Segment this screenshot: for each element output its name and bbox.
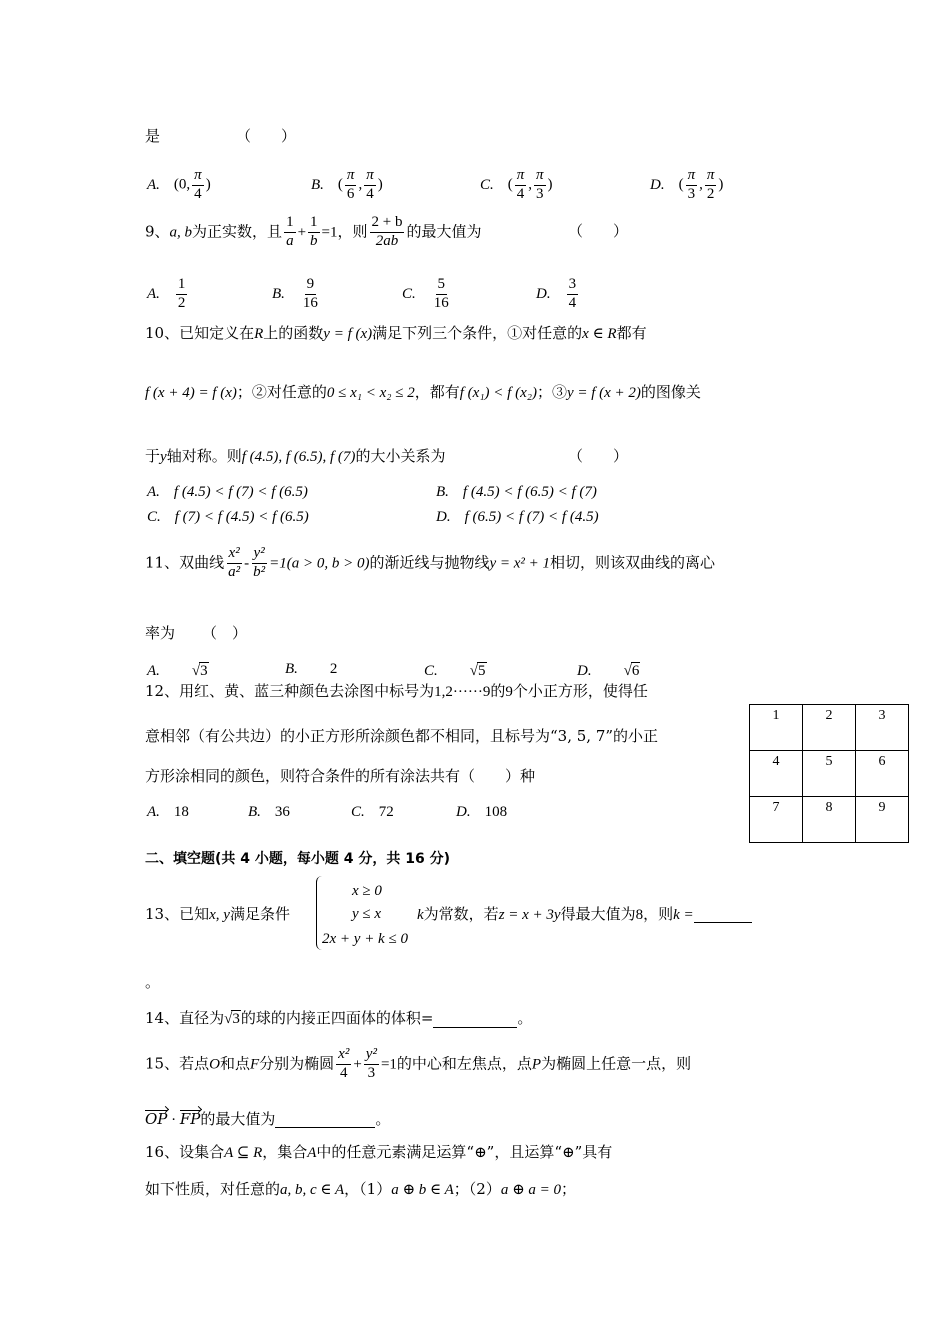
q10-option-c: C. f (7) < f (4.5) < f (6.5) bbox=[147, 509, 309, 525]
q9-stem: 9、a, b为正实数，且 $\frac{1}{a}$ + $\frac{1}{b}$ =1，则 $\frac{2 + b}{2ab}$ 的最大值为 bbox=[145, 214, 482, 249]
q12-option-b: B. 36 bbox=[248, 804, 290, 820]
q10-option-a: A. f (4.5) < f (7) < f (6.5) bbox=[147, 484, 308, 500]
q14-answer-blank[interactable] bbox=[433, 1027, 517, 1028]
q8-answer-paren: （ ） bbox=[236, 127, 297, 145]
q12-stem-line2: 意相邻（有公共边）的小正方形所涂颜色都不相同，且标号为“3, 5, 7”的小正 bbox=[145, 727, 659, 745]
q13-condition-3: 2x + y + k ≤ 0 bbox=[322, 931, 408, 947]
grid-cell: 8 bbox=[803, 797, 856, 843]
grid-cell: 7 bbox=[750, 797, 803, 843]
q8-option-b: B. ( $\frac{\pi}{6}$ , $\frac{\pi}{4}$ ) bbox=[311, 167, 383, 202]
q12-grid bbox=[749, 704, 909, 843]
q11-answer-paren: （ ） bbox=[202, 624, 248, 642]
q12-option-c: C. 72 bbox=[351, 804, 394, 820]
q9-option-d: D. $\frac{3}{4}$ bbox=[536, 276, 577, 311]
q8-option-c: C. ( $\frac{\pi}{4}$ , $\frac{\pi}{3}$ ) bbox=[480, 167, 553, 202]
grid-cell: 9 bbox=[856, 797, 909, 843]
q9-answer-paren: （ ） bbox=[568, 222, 629, 240]
q8-tail: 是 bbox=[145, 127, 161, 145]
q11-stem-line1: 11、双曲线 $\frac{\text{x²}}{\text{a²}}$ - $\frac{\text{y²}}{\text{b²}}$ =1(a > 0, b > 0)的渐近线与抛物线y = x² + 1相切，则该双曲线的离心 bbox=[145, 545, 716, 580]
grid-cell: 6 bbox=[856, 751, 909, 797]
q9-option-a: A. $\frac{1}{2}$ bbox=[147, 276, 186, 311]
q12-stem-line3: 方形涂相同的颜色，则符合条件的所有涂法共有（ ）种 bbox=[145, 767, 536, 785]
q13-condition-2: y ≤ x bbox=[352, 906, 382, 922]
q9-option-b: B. $\frac{9}{16}$ bbox=[272, 276, 318, 311]
q15-stem-line2: OP · FP的最大值为 。 bbox=[145, 1110, 391, 1128]
q13-condition-1: x ≥ 0 bbox=[352, 883, 382, 899]
section-title: 二、填空题(共 4 小题，每小题 4 分，共 16 分) bbox=[145, 851, 451, 867]
q14-stem: 14、直径为√3的球的内接正四面体的体积= 。 bbox=[145, 1009, 533, 1027]
q9-option-c: C. $\frac{5}{16}$ bbox=[402, 276, 449, 311]
q10-stem-line1: 10、已知定义在R上的函数y = f (x)满足下列三个条件，①对任意的x ∈ R都有 bbox=[145, 324, 647, 342]
q11-option-a: A. √3 bbox=[147, 663, 208, 679]
grid-cell: 3 bbox=[856, 705, 909, 751]
q13-period: 。 bbox=[145, 973, 161, 991]
q13-stem-start: 13、已知x, y满足条件 bbox=[145, 905, 290, 923]
q10-answer-paren: （ ） bbox=[568, 447, 629, 465]
q12-option-a: A. 18 bbox=[147, 804, 189, 820]
q12-option-d: D. 108 bbox=[456, 804, 508, 820]
q12-stem-line1: 12、用红、黄、蓝三种颜色去涂图中标号为1,2······9的9个小正方形，使得任 bbox=[145, 682, 648, 700]
q11-stem-line2: 率为 bbox=[145, 624, 176, 642]
q11-option-b: B. 2 bbox=[285, 661, 338, 677]
q15-stem-line1: 15、若点O和点F分别为椭圆 $\frac{\text{x²}}{4}$ + $\frac{\text{y²}}{3}$ =1的中心和左焦点，点P为椭圆上任意一点，则 bbox=[145, 1046, 692, 1081]
grid-cell: 4 bbox=[750, 751, 803, 797]
q11-option-d: D. √6 bbox=[577, 663, 640, 679]
q13-answer-blank[interactable] bbox=[694, 922, 752, 923]
grid-cell: 5 bbox=[803, 751, 856, 797]
grid-cell: 1 bbox=[750, 705, 803, 751]
q8-option-d: D. ( $\frac{\pi}{3}$ , $\frac{\pi}{2}$ ) bbox=[650, 167, 724, 202]
q16-stem-line2: 如下性质，对任意的a, b, c ∈ A，（1）a ⊕ b ∈ A；（2）a ⊕ a = 0； bbox=[145, 1180, 577, 1198]
q10-option-b: B. f (4.5) < f (6.5) < f (7) bbox=[436, 484, 597, 500]
q10-stem-line2: f (x + 4) = f (x)；②对任意的0 ≤ x₁ < x₂ ≤ 2，都有f (x₁) < f (x₂)；③y = f (x + 2)的图像关 bbox=[145, 383, 701, 401]
q16-stem-line1: 16、设集合A ⊆ R，集合A中的任意元素满足运算“⊕”，且运算“⊕”具有 bbox=[145, 1143, 613, 1161]
q10-stem-line3: 于y轴对称。则f (4.5), f (6.5), f (7)的大小关系为 bbox=[145, 447, 446, 465]
q8-option-a: A. (0, $\frac{\pi}{4}$ ) bbox=[147, 167, 211, 202]
q13-stem-end: k为常数，若z = x + 3y得最大值为8，则k = bbox=[417, 907, 752, 923]
q10-option-d: D. f (6.5) < f (7) < f (4.5) bbox=[436, 509, 599, 525]
grid-cell: 2 bbox=[803, 705, 856, 751]
q11-option-c: C. √5 bbox=[424, 663, 486, 679]
q15-answer-blank[interactable] bbox=[275, 1127, 375, 1128]
